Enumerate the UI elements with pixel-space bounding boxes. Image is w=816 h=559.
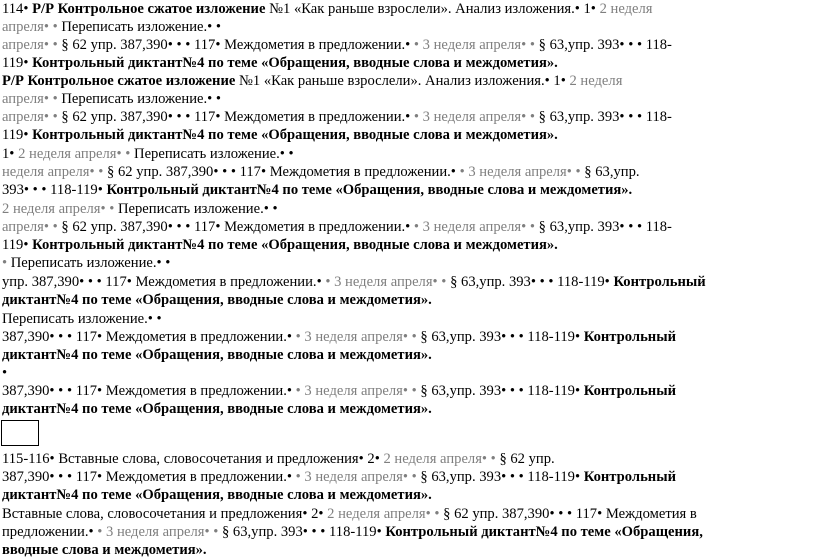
body-text: Переписать изложение.• •: [61, 19, 222, 35]
bold-text: Контрольный: [583, 329, 676, 345]
body-text: § 63,упр. 393• • • 118-119•: [221, 524, 386, 540]
body-text: 119•: [2, 55, 33, 71]
bold-text: Р/Р Контрольное сжатое изложение: [2, 73, 239, 89]
body-text: 115-116• Вставные слова, словосочетания и предложения• 2•: [2, 451, 384, 467]
bold-text: Контрольный: [583, 383, 676, 399]
body-text: 119•: [2, 237, 33, 253]
grey-text: •: [2, 255, 11, 271]
body-text: 393• • • 118-119•: [2, 182, 107, 198]
text-line: [2, 90, 221, 108]
grey-text: • 3 неделя апреля• •: [295, 469, 421, 485]
body-text: упр. 387,390• • • 117• Междометия в предложении.•: [2, 274, 326, 290]
text-line: [2, 236, 558, 254]
body-text: Переписать изложение.• •: [2, 311, 162, 327]
text-line: [2, 382, 676, 400]
body-text: § 62 упр.: [499, 451, 555, 467]
text-line: [2, 145, 294, 163]
bold-text: диктант№4 по теме «Обращения, вводные слова и междометия».: [2, 347, 432, 363]
body-text: § 62 упр. 387,390• • • 117• Междометия в: [443, 506, 697, 522]
body-text: 1•: [2, 146, 19, 162]
grey-text: 2 неделя: [599, 1, 653, 17]
body-text: § 63,упр. 393• • • 118-119•: [420, 469, 584, 485]
bold-text: Контрольный диктант№4 по теме «Обращения,: [385, 524, 703, 540]
body-text: § 62 упр. 387,390• • • 117• Междометия в предложении.•: [61, 109, 414, 125]
text-line: [2, 541, 207, 559]
body-text: Переписать изложение.• •: [61, 91, 222, 107]
grey-text: 2 неделя апреля• •: [327, 506, 444, 522]
body-text: Переписать изложение.• •: [10, 255, 171, 271]
body-text: Вставные слова, словосочетания и предложения• 2•: [2, 506, 328, 522]
body-text: 387,390• • • 117• Междометия в предложении.•: [2, 469, 296, 485]
text-line: [2, 505, 697, 523]
body-text: 114•: [2, 1, 33, 17]
text-line: [2, 54, 558, 72]
body-text: №1 «Как раньше взрослели». Анализ изложения.• 1•: [238, 73, 570, 89]
bold-text: диктант№4 по теме «Обращения, вводные слова и междометия».: [2, 401, 432, 417]
bold-text: Контрольный диктант№4 по теме «Обращения, вводные слова и междометия».: [106, 182, 633, 198]
text-line: [2, 364, 7, 382]
grey-text: 2 неделя: [569, 73, 623, 89]
bold-text: Р/Р Контрольное сжатое изложение: [32, 1, 270, 17]
grey-text: • 3 неделя апреля• •: [413, 219, 539, 235]
text-line: [2, 523, 703, 541]
grey-text: 2 неделя апреля• •: [2, 201, 118, 217]
text-line: [2, 218, 672, 236]
text-line: [2, 18, 221, 36]
text-line: [2, 468, 676, 486]
text-line: [2, 346, 432, 364]
grey-text: • 3 неделя апреля• •: [459, 164, 585, 180]
bold-text: Контрольный: [613, 274, 706, 290]
grey-text: 2 неделя апреля• •: [18, 146, 135, 162]
body-text: § 62 упр. 387,390• • • 117• Междометия в предложении.•: [61, 219, 414, 235]
text-line: [2, 36, 672, 54]
body-text: § 63,упр. 393• • • 118-: [538, 37, 672, 53]
body-text: Переписать изложение.• •: [134, 146, 294, 162]
text-line: [2, 273, 706, 291]
grey-text: • 3 неделя апреля• •: [295, 329, 421, 345]
body-text: § 62 упр. 387,390• • • 117• Междометия в предложении.•: [107, 164, 460, 180]
bold-text: Контрольный диктант№4 по теме «Обращения, вводные слова и междометия».: [32, 55, 558, 71]
grey-text: • 3 неделя апреля• •: [413, 109, 539, 125]
grey-text: • 3 неделя апреля• •: [97, 524, 222, 540]
body-text: 387,390• • • 117• Междометия в предложении.•: [2, 383, 296, 399]
text-line: [2, 126, 558, 144]
grey-text: апреля• •: [2, 219, 62, 235]
body-text: №1 «Как раньше взрослели». Анализ изложения.• 1•: [269, 1, 600, 17]
body-text: § 63,упр. 393• • • 118-: [538, 219, 672, 235]
bold-text: диктант№4 по теме «Обращения, вводные слова и междометия».: [2, 292, 432, 308]
text-line: [2, 200, 278, 218]
grey-text: • 3 неделя апреля• •: [295, 383, 421, 399]
text-line: [2, 486, 432, 504]
text-line: [2, 72, 622, 90]
text-line: [2, 163, 640, 181]
grey-text: • 3 неделя апреля• •: [413, 37, 539, 53]
text-line: [2, 400, 432, 418]
body-text: предложении.•: [2, 524, 98, 540]
body-text: § 63,упр. 393• • • 118-119•: [420, 383, 584, 399]
text-line: [2, 108, 672, 126]
body-text: •: [2, 365, 8, 381]
grey-text: апреля• •: [2, 37, 62, 53]
text-line: [2, 291, 432, 309]
body-text: Переписать изложение.• •: [117, 201, 278, 217]
grey-text: неделя апреля• •: [2, 164, 108, 180]
body-text: 119•: [2, 127, 33, 143]
text-line: [2, 181, 632, 199]
bold-text: вводные слова и междометия».: [2, 542, 207, 558]
grey-text: апреля• •: [2, 109, 62, 125]
body-text: § 63,упр. 393• • • 118-119•: [420, 329, 584, 345]
bold-text: Контрольный диктант№4 по теме «Обращения, вводные слова и междометия».: [32, 237, 558, 253]
grey-text: апреля• •: [2, 91, 62, 107]
grey-text: апреля• •: [2, 19, 62, 35]
grey-text: • 3 неделя апреля• •: [325, 274, 451, 290]
empty-box: [1, 420, 39, 446]
body-text: § 62 упр. 387,390• • • 117• Междометия в предложении.•: [61, 37, 414, 53]
body-text: § 63,упр. 393• • • 118-119•: [450, 274, 614, 290]
text-line: [2, 328, 676, 346]
text-line: [2, 310, 162, 328]
bold-text: диктант№4 по теме «Обращения, вводные слова и междометия».: [2, 487, 432, 503]
body-text: § 63,упр.: [584, 164, 640, 180]
grey-text: 2 неделя апреля• •: [383, 451, 500, 467]
bold-text: Контрольный: [583, 469, 676, 485]
text-line: [2, 450, 555, 468]
text-line: [2, 0, 653, 18]
body-text: 387,390• • • 117• Междометия в предложении.•: [2, 329, 296, 345]
bold-text: Контрольный диктант№4 по теме «Обращения, вводные слова и междометия».: [32, 127, 558, 143]
text-line: [2, 254, 170, 272]
body-text: § 63,упр. 393• • • 118-: [538, 109, 672, 125]
